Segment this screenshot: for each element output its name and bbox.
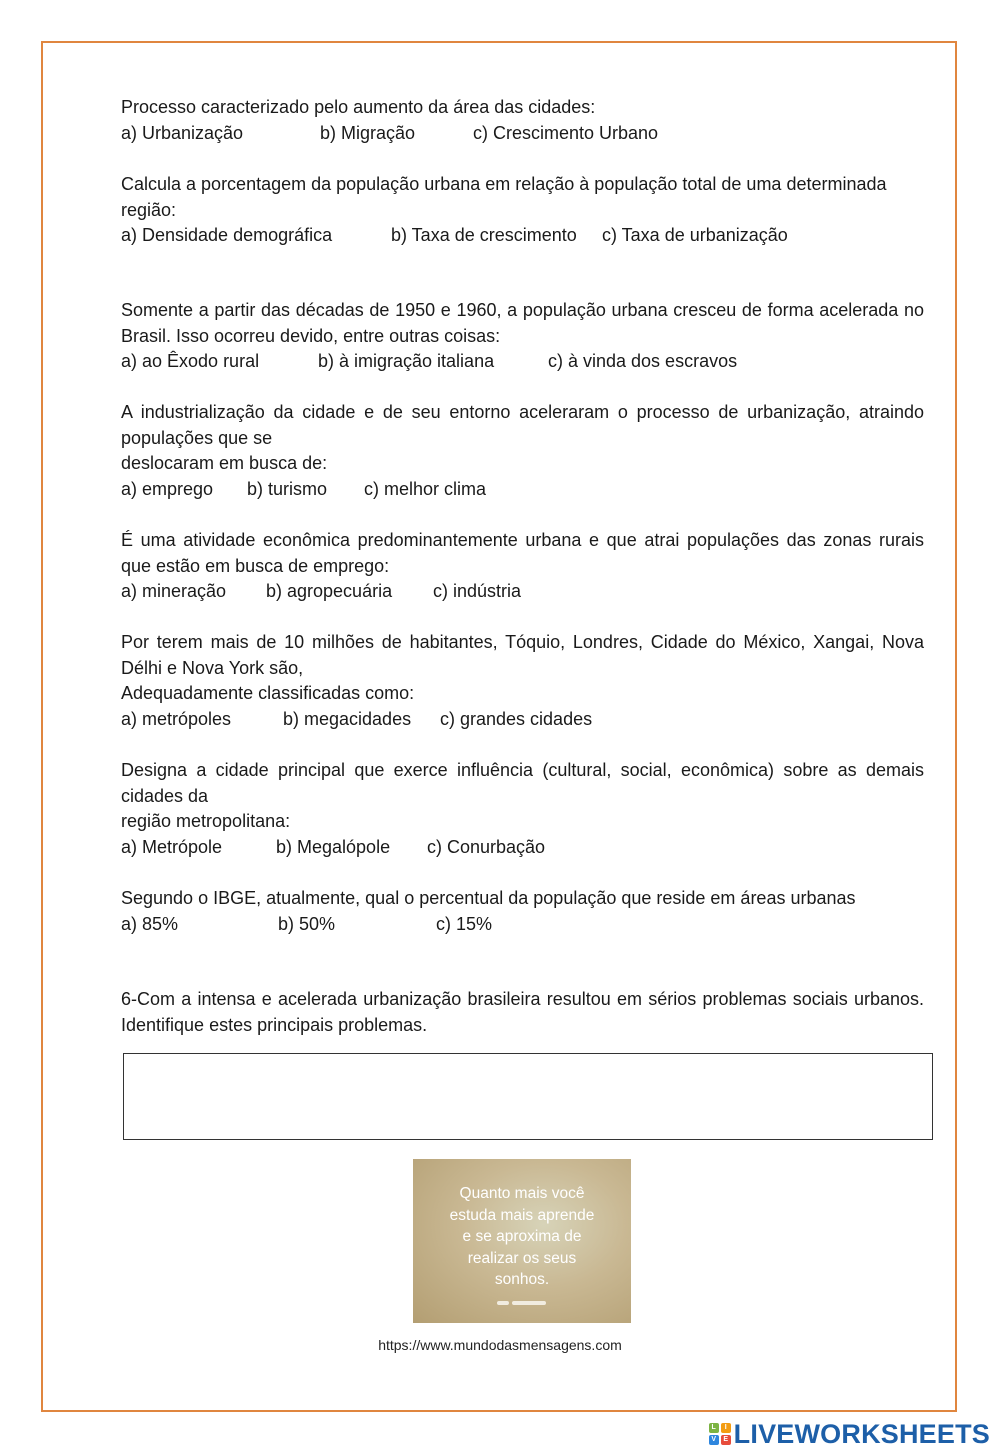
option-a[interactable]: a) mineração — [121, 581, 227, 601]
option-c[interactable]: c) 15% — [436, 913, 493, 934]
question-8 — [121, 886, 924, 937]
option-b[interactable]: b) megacidades — [283, 708, 412, 729]
answer-input-box[interactable] — [123, 1053, 933, 1140]
question-6 — [121, 630, 924, 732]
option-b[interactable]: b) Megalópole — [276, 836, 391, 857]
question-prompt-continued: Adequadamente classificadas como: — [121, 683, 415, 703]
question-prompt: Processo caracterizado pelo aumento da área das cidades: — [121, 97, 596, 117]
open-question-prompt: 6-Com a intensa e acelerada urbanização brasileira resultou em sérios problemas sociais urbanos. Identifique estes principais problemas. — [121, 989, 924, 1035]
option-c[interactable]: c) à vinda dos escravos — [548, 351, 738, 371]
brand-mark-icon — [709, 1423, 731, 1445]
option-a[interactable]: a) Densidade demográfica — [121, 225, 333, 245]
question-prompt: Somente a partir das décadas de 1950 e 1960, a população urbana cresceu de forma acelerada no Brasil. Isso ocorreu devido, entre outras coisas: — [121, 300, 924, 346]
option-b[interactable]: b) agropecuária — [266, 581, 393, 601]
option-c[interactable]: c) Conurbação — [427, 836, 546, 857]
question-prompt: A industrialização da cidade e de seu entorno aceleraram o processo de urbanização, atraindo populações que se — [121, 402, 924, 448]
motivational-quote-image — [413, 1159, 631, 1323]
question-options — [121, 912, 924, 938]
brand-name: LIVEWORKSHEETS — [733, 1418, 990, 1449]
open-question — [121, 987, 924, 1038]
option-b[interactable]: b) Taxa de crescimento — [391, 225, 577, 245]
quote-line: realizar os seus — [467, 1249, 577, 1267]
option-b[interactable]: b) Migração — [320, 122, 416, 143]
question-prompt: É uma atividade econômica predominantemente urbana e que atrai populações das zonas rurais que estão em busca de emprego: — [121, 530, 924, 576]
quote-line: Quanto mais você — [459, 1185, 585, 1202]
brand-mark-letter: E — [721, 1435, 731, 1445]
question-prompt: Segundo o IBGE, atualmente, qual o percentual da população que reside em áreas urbanas — [121, 888, 856, 908]
question-prompt-continued: região metropolitana: — [121, 811, 291, 831]
option-a[interactable]: a) Metrópole — [121, 836, 223, 857]
question-prompt-continued: deslocaram em busca de: — [121, 453, 328, 473]
option-c[interactable]: c) Crescimento Urbano — [473, 122, 659, 143]
option-b[interactable]: b) 50% — [278, 913, 336, 934]
brand-mark-letter: V — [709, 1435, 719, 1445]
brand-mark-letter: L — [709, 1423, 719, 1433]
question-options — [121, 707, 924, 733]
question-options — [121, 579, 924, 605]
question-5 — [121, 528, 924, 605]
question-options — [121, 349, 924, 375]
option-a[interactable]: a) emprego — [121, 478, 214, 499]
site-logo-icon — [497, 1299, 547, 1307]
option-c[interactable]: c) Taxa de urbanização — [602, 225, 788, 245]
question-options — [121, 835, 924, 861]
option-a[interactable]: a) ao Êxodo rural — [121, 351, 260, 371]
option-a[interactable]: a) Urbanização — [121, 122, 244, 143]
question-4 — [121, 400, 924, 502]
brand-mark-letter: I — [721, 1423, 731, 1433]
question-prompt: Por terem mais de 10 milhões de habitantes, Tóquio, Londres, Cidade do México, Xangai, Nova Délhi e Nova York são, — [121, 632, 924, 678]
liveworksheets-brand — [709, 1417, 990, 1451]
quote-line: sonhos. — [494, 1271, 550, 1288]
question-options — [121, 477, 924, 503]
question-2 — [121, 172, 924, 249]
question-options — [121, 121, 924, 147]
question-prompt: Calcula a porcentagem da população urbana em relação à população total de uma determinada região: — [121, 174, 887, 220]
question-options — [121, 223, 924, 249]
quote-line: e se aproxima de — [462, 1228, 582, 1245]
option-b[interactable]: b) turismo — [247, 478, 328, 499]
option-a[interactable]: a) metrópoles — [121, 708, 232, 729]
option-c[interactable]: c) grandes cidades — [440, 708, 593, 729]
question-1 — [121, 95, 924, 146]
option-b[interactable]: b) à imigração italiana — [318, 351, 495, 371]
option-c[interactable]: c) melhor clima — [364, 478, 487, 499]
quote-line: estuda mais aprende — [449, 1206, 595, 1224]
question-3 — [121, 298, 924, 375]
question-7 — [121, 758, 924, 860]
option-c[interactable]: c) indústria — [433, 581, 522, 601]
option-a[interactable]: a) 85% — [121, 913, 179, 934]
source-url: https://www.mundodasmensagens.com — [378, 1337, 622, 1353]
question-prompt: Designa a cidade principal que exerce influência (cultural, social, econômica) sobre as demais cidades da — [121, 760, 924, 806]
